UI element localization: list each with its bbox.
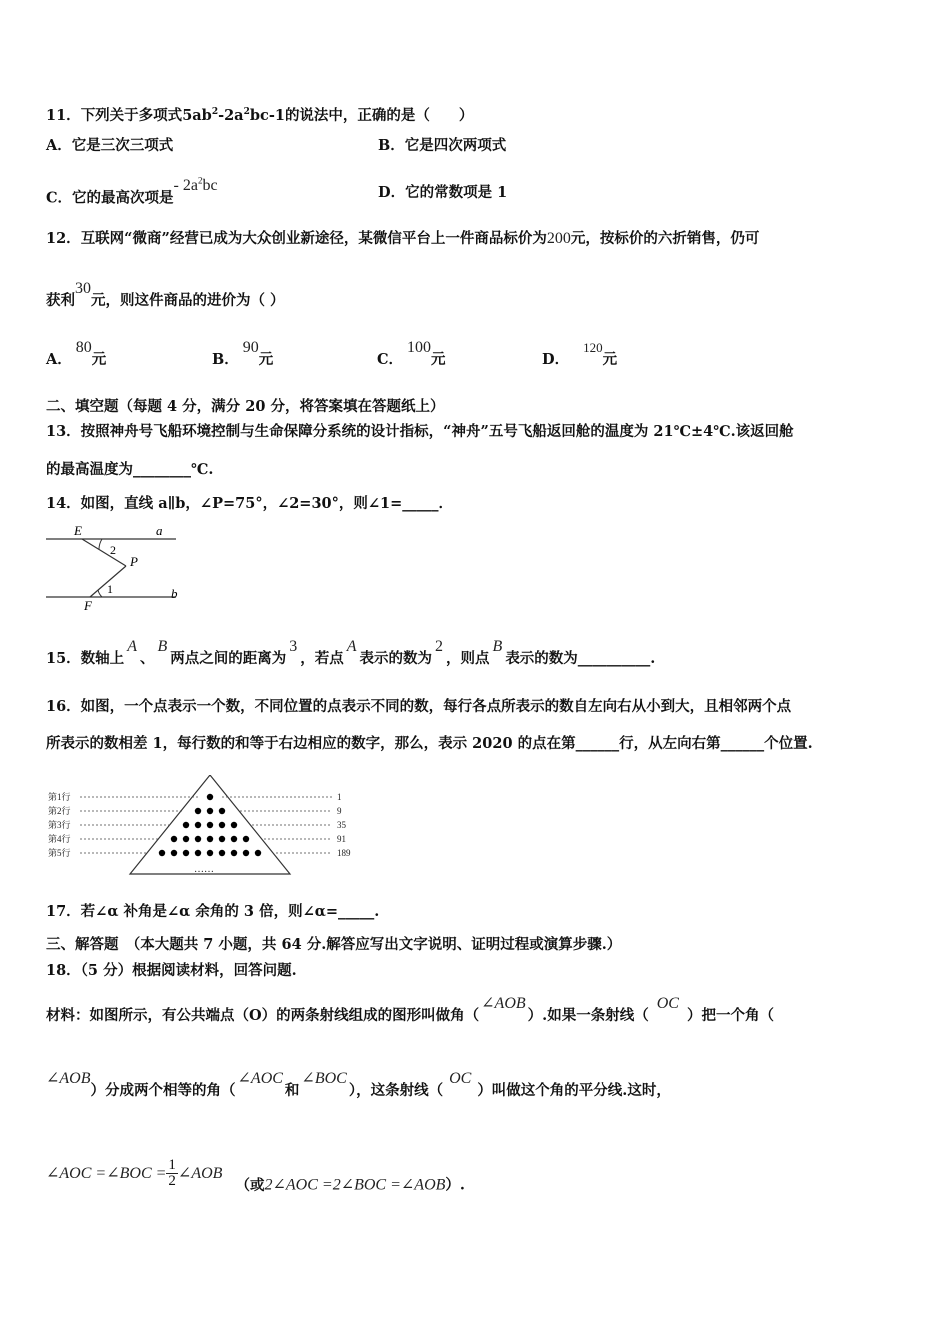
q12-line1: 12．互联网“微商”经营已成为大众创业新途径，某微信平台上一件商品标价为200元，按标价的六折销售，仍可 xyxy=(46,230,760,247)
q18-material-line1: 材料：如图所示，有公共端点（O）的两条射线组成的图形叫做角（∠AOB）.如果一条射线（OC）把一个角（ xyxy=(46,995,774,1024)
q16-row-label: 第3行 xyxy=(48,820,71,830)
q16-row-label: 第1行 xyxy=(48,792,71,802)
q14-label-p: P xyxy=(130,554,138,569)
q14-label-f: F xyxy=(84,598,92,613)
q16-row-label: 第5行 xyxy=(48,848,71,858)
q11-option-d: D．它的常数项是 1 xyxy=(378,184,508,201)
q12-option-b: B．90元 xyxy=(212,339,274,368)
q16-line1: 16．如图，一个点表示一个数，不同位置的点表示不同的数，每行各点所表示的数自左向右从小到大，且相邻两个点 xyxy=(46,698,792,715)
q11-c-term: - $2a^2bc$ xyxy=(173,176,218,195)
q18-title: 18．（5 分）根据阅读材料，回答问题. xyxy=(46,962,297,979)
q18-material-line2: ∠AOB）分成两个相等的角（∠AOC和∠BOC），这条射线（OC）叫做这个角的平分线.这时， xyxy=(46,1070,671,1099)
q14-label-e: E xyxy=(74,523,82,538)
q13-line2: 的最高温度为________℃. xyxy=(46,461,214,478)
q13-line1: 13．按照神舟号飞船环境控制与生命保障分系统的设计指标，“神舟”五号飞船返回舱的温度为 21℃±4℃.该返回舱 xyxy=(46,423,794,440)
q11-stem: 11．下列关于多项式$5ab^2-2a^2bc-1$的说法中，正确的是（ ） xyxy=(46,106,474,124)
q14-label-a: a xyxy=(156,523,163,538)
q14-label-angle2: 2 xyxy=(110,543,116,557)
section-solve-heading: 三、解答题 （本大题共 7 小题，共 64 分.解答应写出文字说明、证明过程或演算步骤.） xyxy=(46,936,622,953)
q16-row-sum: 1 xyxy=(337,792,342,802)
q14-label-angle1: 1 xyxy=(107,582,113,596)
q16-line2: 所表示的数相差 1，每行数的和等于右边相应的数字，那么，表示 2020 的点在第______行，从左向右第______个位置. xyxy=(46,735,813,752)
q16-row-sum: 9 xyxy=(337,806,342,816)
q11-option-b: B．它是四次两项式 xyxy=(378,137,507,154)
q15-stem: 15．数轴上A、B两点之间的距离为3，若点A表示的数为2，则点B表示的数为__________. xyxy=(46,638,656,667)
q16-figure xyxy=(44,775,364,875)
q14-label-b: b xyxy=(171,586,178,601)
q16-ellipsis: …… xyxy=(194,864,214,875)
q11-option-c: C．它的最高次项是- $2a^2bc$ xyxy=(46,176,218,207)
q12-line2: 获利30元，则这件商品的进价为（ ） xyxy=(46,280,285,309)
q16-row-sum: 91 xyxy=(337,834,346,844)
q14-figure xyxy=(44,520,184,614)
q11-option-a: A．它是三次三项式 xyxy=(46,137,174,154)
fraction-one-half: $\frac{1}{2}$ xyxy=(168,1157,176,1189)
q17-stem: 17．若∠α 补角是∠α 余角的 3 倍，则∠α=_____. xyxy=(46,903,380,920)
q16-row-label: 第4行 xyxy=(48,834,71,844)
q16-row-sum: 189 xyxy=(337,848,351,858)
q14-stem: 14．如图，直线 a∥b，∠P=75°，∠2=30°，则∠1=_____． xyxy=(46,495,454,512)
q16-row-label: 第2行 xyxy=(48,806,71,816)
q12-option-a: A．80元 xyxy=(46,339,107,368)
section-fill-in-heading: 二、填空题（每题 4 分，满分 20 分，将答案填在答题纸上） xyxy=(46,398,445,415)
q12-option-d: D．120元 xyxy=(542,340,618,368)
q18-formula: ∠AOC =∠BOC = $\frac{1}{2}$ ∠AOB （或2∠AOC =2∠BOC =∠AOB）. xyxy=(46,1157,465,1194)
q12-option-c: C．100元 xyxy=(377,339,446,368)
q16-row-sum: 35 xyxy=(337,820,346,830)
